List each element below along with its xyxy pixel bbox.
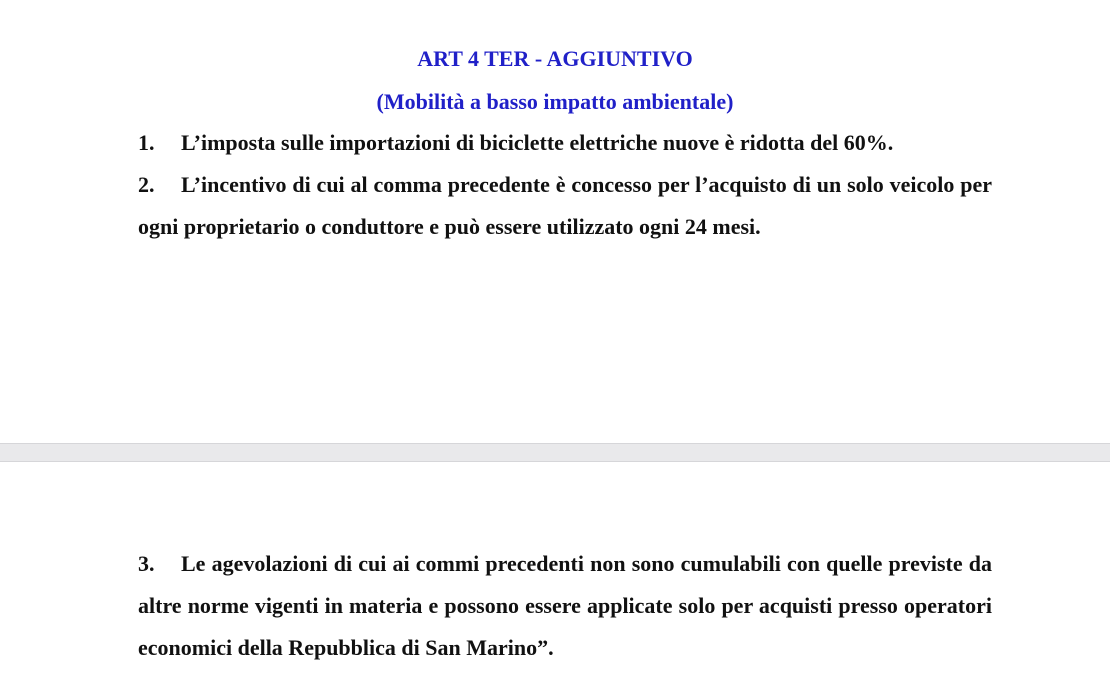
paragraph-3 (138, 543, 992, 669)
paragraph-1 (138, 122, 992, 164)
paragraph-number: 2. (138, 172, 155, 197)
document-page-2 (0, 462, 1110, 685)
page-separator (0, 443, 1110, 462)
paragraph-text: L’imposta sulle importazioni di biciclette elettriche nuove è ridotta del 60%. (181, 130, 894, 155)
paragraph-text: Le agevolazioni di cui ai commi precedenti non sono cumulabili con quelle previste da altre norme vigenti in materia e possono essere applicate solo per acquisti presso operatori economici della Repubblica di San Marino”. (138, 551, 992, 660)
paragraph-2 (138, 164, 992, 248)
paragraph-text: L’incentivo di cui al comma precedente è concesso per l’acquisto di un solo veicolo per ogni proprietario o conduttore e può essere utilizzato ogni 24 mesi. (138, 172, 992, 239)
article-title: ART 4 TER - AGGIUNTIVO (417, 46, 693, 71)
paragraph-number: 3. (138, 551, 155, 576)
article-subtitle: (Mobilità a basso impatto ambientale) (376, 89, 734, 114)
paragraph-number: 1. (138, 130, 155, 155)
